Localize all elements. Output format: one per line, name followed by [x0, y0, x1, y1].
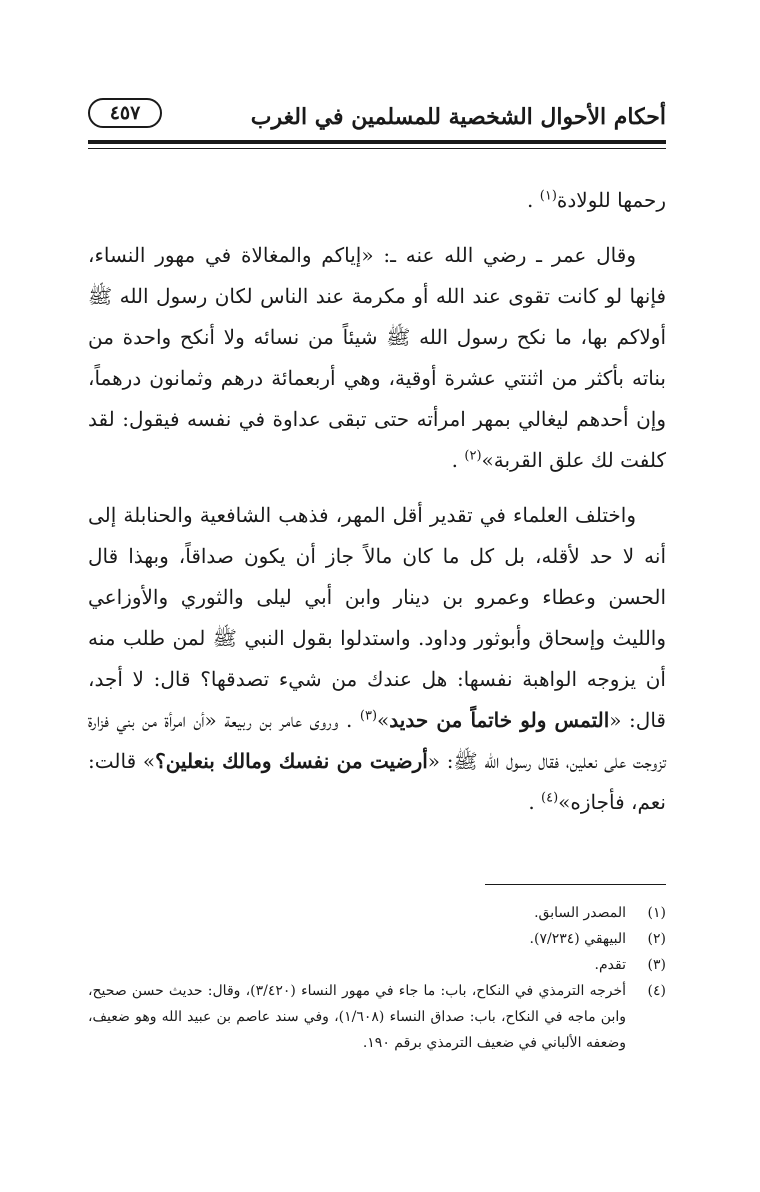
paragraph-3-end: . [528, 790, 542, 814]
page-number: ٤٥٧ [88, 98, 162, 128]
footnotes [88, 900, 666, 1056]
header-rule-thick [88, 140, 666, 144]
paragraph-3-text-b: » [377, 708, 390, 732]
paragraph-2-text: وقال عمر ـ رضي الله عنه ـ: «إياكم والمغالاة في مهور النساء، فإنها لو كانت تقوى عند الله أو مكرمة عند الناس لكان رسول الله ﷺ أولاكم بها، ما نكح رسول الله ﷺ شيئاً من نسائه ولا أنكح واحدة من بناته بأكثر من اثنتي عشرة أوقية، وهي أربعمائة درهم وثمانون درهماً، وإن أحدهم ليغالي بمهر امرأته حتى تبقى عداوة في نفسه فيقول: لقد كلفت لك علق القربة» [88, 243, 666, 472]
paragraph-1 [88, 180, 666, 221]
footnote-separator [485, 884, 666, 885]
paragraph-1-end: . [527, 188, 540, 212]
main-text [88, 180, 666, 837]
footnote-number: (٢) [647, 931, 666, 947]
footnote-4 [88, 978, 666, 1056]
footnote-ref-4: (٤) [541, 790, 559, 806]
page-header [88, 92, 666, 142]
paragraph-2-end: . [451, 448, 465, 472]
footnote-number: (١) [647, 905, 666, 921]
footnote-text: أخرجه الترمذي في النكاح، باب: ما جاء في مهور النساء (٣/٤٢٠)، وقال: حديث حسن صحيح، وابن ماجه في النكاح، باب: صداق النساء (١/٦٠٨)، وفي سند عاصم بن عبيد الله وهو ضعيف، وضعفه الألباني في ضعيف الترمذي برقم ١٩٠. [88, 983, 626, 1051]
footnote-ref-1: (١) [539, 188, 557, 204]
hadith-quote-2: أرضيت من نفسك ومالك بنعلين؟ [155, 749, 428, 773]
footnote-2 [88, 926, 666, 952]
paragraph-3-text-c: . وروى عامر بن ربيعة «أن امرأة من بني فزارة تزوجت على نعلين، فقال رسول الله ﷺ: « [88, 708, 667, 773]
footnote-number: (٤) [647, 983, 666, 999]
header-rule-thin [88, 148, 666, 149]
hadith-quote-1: التمس ولو خاتماً من حديد [389, 708, 610, 732]
footnote-ref-2: (٢) [464, 448, 482, 464]
running-title: أحكام الأحوال الشخصية للمسلمين في الغرب [250, 104, 666, 130]
paragraph-2 [88, 235, 666, 481]
footnote-number: (٣) [647, 957, 666, 973]
paragraph-1-text: رحمها للولادة [556, 188, 666, 212]
paragraph-3-text-a: واختلف العلماء في تقدير أقل المهر، فذهب الشافعية والحنابلة إلى أنه لا حد لأقله، بل كل ما كان مالاً جاز أن يكون صداقاً، وبهذا قال الحسن وعطاء وعمرو بن دينار وابن أبي ليلى والثوري والأوزاعي والليث وإسحاق وأبوثور وداود. واستدلوا بقول النبي ﷺ لمن طلب منه أن يزوجه الواهبة نفسها: هل عندك من شيء تصدقها؟ قال: لا أجد، قال: « [88, 503, 666, 732]
footnote-1 [88, 900, 666, 926]
footnote-text: تقدم. [594, 957, 626, 973]
footnote-3 [88, 952, 666, 978]
footnote-text: البيهقي (٧/٢٣٤). [529, 931, 626, 947]
footnote-text: المصدر السابق. [534, 905, 626, 921]
paragraph-3-text-d: » قالت: نعم، فأجازه» [88, 749, 666, 814]
footnote-ref-3: (٣) [359, 708, 378, 724]
paragraph-3 [88, 495, 666, 823]
